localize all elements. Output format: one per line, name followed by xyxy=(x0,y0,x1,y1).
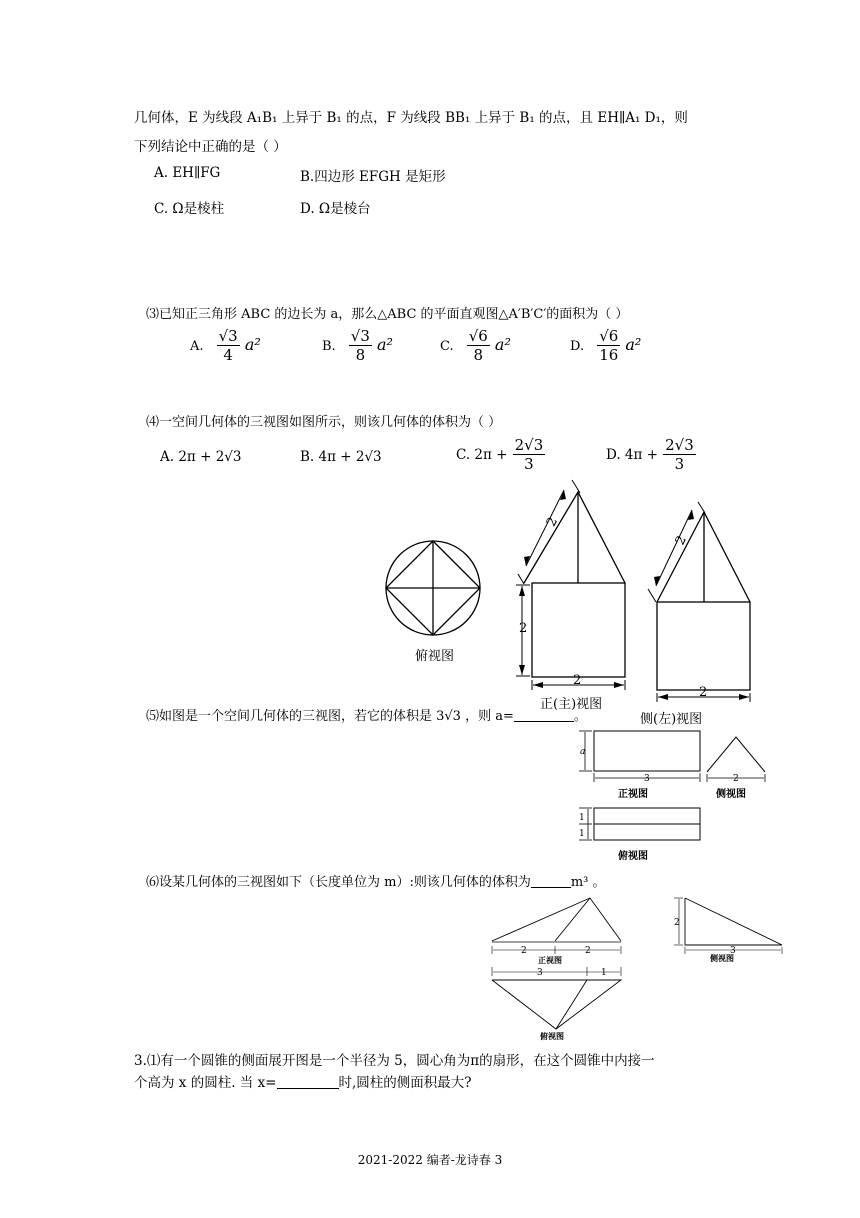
q6-stem-end: m³ 。 xyxy=(570,875,606,890)
q3-option-c-label: C. xyxy=(440,339,454,354)
q4-option-d-num: 2√3 xyxy=(665,436,694,454)
q4-option-d xyxy=(606,436,696,473)
q4-option-d-label: D. 4π + xyxy=(606,447,658,463)
q4-option-c-den: 3 xyxy=(524,455,534,473)
q4-option-b: B. 4π + 2√3 xyxy=(300,449,382,465)
q6-front-dim-left: 2 xyxy=(521,946,527,956)
q3-option-c xyxy=(440,327,511,364)
q6-side-label: 侧视图 xyxy=(710,953,734,963)
q4-option-c-num: 2√3 xyxy=(514,436,544,454)
q6-side-width: 3 xyxy=(730,946,736,956)
q4-option-c xyxy=(456,436,545,473)
q4-option-a: A. 2π + 2√3 xyxy=(160,449,242,465)
q3-option-d-tail: a² xyxy=(625,335,642,354)
q2-line2: 下列结论中正确的是（ ） xyxy=(134,139,287,155)
page-footer: 2021-2022 编者-龙诗春 3 xyxy=(357,1153,503,1167)
q4-side-width-dim: 2 xyxy=(699,685,708,700)
q5-top-dim-1: 1 xyxy=(579,813,585,823)
q3-option-c-den: 8 xyxy=(473,346,484,364)
q3-option-d-den: 16 xyxy=(599,346,619,364)
q3-option-d xyxy=(570,327,641,364)
q7-answer-blank xyxy=(277,1074,339,1089)
q4-front-slant-dim: 2 xyxy=(543,514,562,530)
q4-option-d-den: 3 xyxy=(674,455,685,473)
q5-stem-text: ⑸如图是一个空间几何体的三视图，若它的体积是 3√3 ，则 a= xyxy=(146,709,514,724)
q6-top-label: 俯视图 xyxy=(540,1031,564,1041)
q4-side-slant-dim: 2 xyxy=(672,533,690,548)
q4-top-view-figure xyxy=(385,540,495,670)
q3-option-a xyxy=(190,327,261,364)
q5-front-label: 正视图 xyxy=(618,789,648,800)
q7-line2-text: 个高为 x 的圆柱. 当 x= xyxy=(134,1075,277,1091)
q4-side-view-label: 侧(左)视图 xyxy=(640,712,703,727)
q4-side-view-figure xyxy=(646,500,766,700)
q5-answer-blank xyxy=(514,707,574,722)
q3-option-b-tail: a² xyxy=(376,335,393,354)
q3-stem: ⑶已知正三角形 ABC 的边长为 a，那么△ABC 的平面直观图△A′B′C′的面积为（ ） xyxy=(146,307,629,322)
q2-option-a: A. EH∥FG xyxy=(154,165,221,181)
q2-option-b: B.四边形 EFGH 是矩形 xyxy=(300,169,446,185)
q7-line1: 3.⑴有一个圆锥的侧面展开图是一个半径为 5，圆心角为π的扇形，在这个圆锥中内接一 xyxy=(134,1053,655,1069)
q5-side-width: 2 xyxy=(733,774,739,784)
q6-answer-blank xyxy=(531,873,571,888)
q3-option-a-den: 4 xyxy=(223,346,233,364)
q4-front-view-figure xyxy=(510,480,640,720)
q7-line2-end: 时,圆柱的侧面积最大? xyxy=(338,1075,472,1091)
q5-stem-end: 。 xyxy=(573,709,587,724)
q5-front-width: 3 xyxy=(644,774,650,784)
q5-top-label: 俯视图 xyxy=(618,851,648,862)
q4-stem: ⑷一空间几何体的三视图如图所示，则该几何体的体积为（ ） xyxy=(146,415,502,430)
q6-stem xyxy=(146,871,606,890)
q3-option-a-tail: a² xyxy=(244,335,261,354)
q3-option-b-den: 8 xyxy=(355,346,366,364)
q4-option-c-label: C. 2π + xyxy=(456,447,508,463)
q2-option-d: D. Ω是棱台 xyxy=(300,201,371,217)
q3-option-b-label: B. xyxy=(322,339,336,354)
q6-side-view-figure xyxy=(670,896,785,962)
q5-three-view-figure xyxy=(576,730,776,866)
q4-front-height-dim: 2 xyxy=(519,621,528,636)
q3-option-d-label: D. xyxy=(570,339,585,354)
q3-option-c-num: √6 xyxy=(468,327,488,345)
q5-stem xyxy=(146,705,587,724)
q6-top-dim-left: 3 xyxy=(537,968,543,978)
q3-option-a-label: A. xyxy=(190,339,204,354)
q5-side-label: 侧视图 xyxy=(716,789,746,800)
q2-line1: 几何体，E 为线段 A₁B₁ 上异于 B₁ 的点，F 为线段 BB₁ 上异于 B₁ 的点，且 EH∥A₁ D₁，则 xyxy=(134,110,688,126)
q6-front-label: 正视图 xyxy=(538,955,562,965)
q3-option-b-num: √3 xyxy=(350,327,370,345)
q4-front-view-label: 正(主)视图 xyxy=(540,697,603,712)
q6-front-dim-right: 2 xyxy=(585,946,591,956)
q3-option-a-num: √3 xyxy=(218,327,238,345)
q3-option-b xyxy=(322,327,393,364)
q3-option-d-num: √6 xyxy=(599,327,619,345)
q3-option-c-tail: a² xyxy=(494,335,511,354)
q6-front-view-figure xyxy=(490,896,630,1044)
q4-front-width-dim: 2 xyxy=(573,673,582,688)
q5-top-dim-2: 1 xyxy=(579,829,585,839)
q6-side-height: 2 xyxy=(674,918,680,928)
q6-stem-text: ⑹设某几何体的三视图如下（长度单位为 m）:则该几何体的体积为 xyxy=(146,875,531,890)
q4-top-view-label: 俯视图 xyxy=(415,649,455,664)
q7-line2 xyxy=(134,1071,472,1091)
q5-a-label: a xyxy=(580,747,586,757)
q2-option-c: C. Ω是棱柱 xyxy=(154,201,225,217)
q6-top-dim-right: 1 xyxy=(601,968,607,978)
